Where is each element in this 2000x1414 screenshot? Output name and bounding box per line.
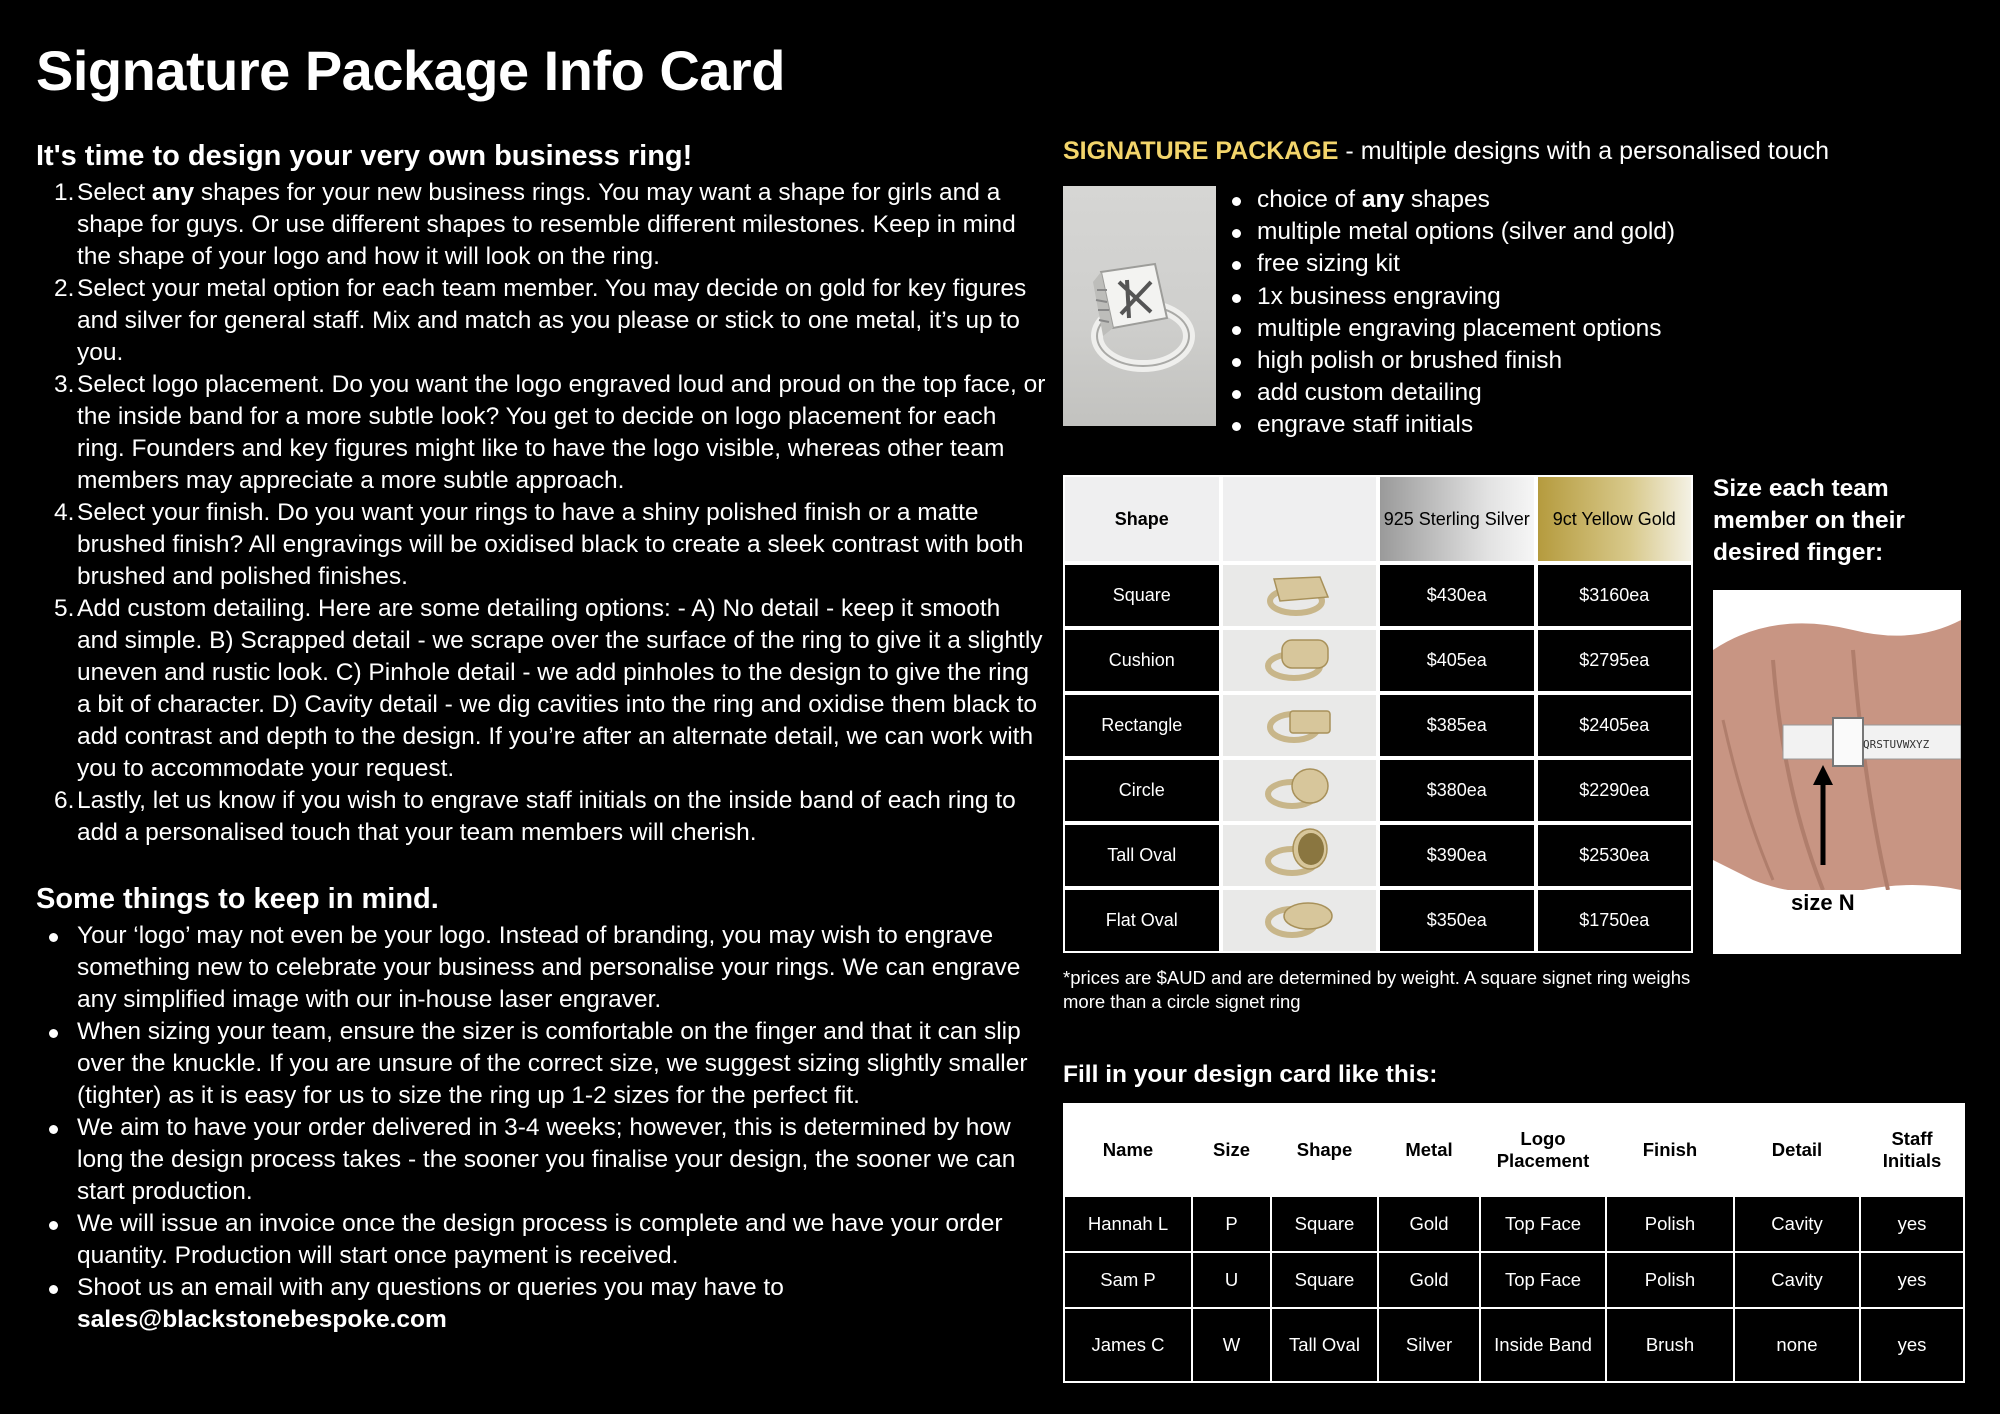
gold-header: 9ct Yellow Gold (1536, 475, 1694, 563)
step-text: Select logo placement. Do you want the logo engraved loud and proud on the top face, or the inside band for a more subtle look? You get to decide on logo placement for each ring. Founders and key figures might like to have the logo visible, whereas other team members may appreciate a more subtle approach. (77, 371, 1046, 494)
cell: Polish (1606, 1252, 1734, 1308)
price-row (1063, 823, 1693, 888)
step-number: 1. (54, 179, 75, 206)
step-item (36, 369, 1046, 497)
design-row (1064, 1196, 1964, 1252)
cell: Top Face (1480, 1196, 1606, 1252)
package-name: SIGNATURE PACKAGE (1063, 137, 1339, 165)
silver-price: $405ea (1378, 628, 1536, 693)
cell: Cavity (1734, 1196, 1860, 1252)
col-header: Size (1192, 1104, 1271, 1196)
step-number: 5. (54, 595, 75, 622)
design-card-table (1063, 1103, 1965, 1383)
step-number: 3. (54, 371, 75, 398)
sizing-heading: Size each team member on their desired finger: (1713, 475, 1905, 566)
silver-price: $390ea (1378, 823, 1536, 888)
image-header (1221, 475, 1379, 563)
cell: Tall Oval (1271, 1308, 1378, 1382)
design-row (1064, 1308, 1964, 1382)
step-bold: any (151, 179, 195, 206)
finger-sizer-photo (1713, 590, 1961, 954)
cell: Hannah L (1064, 1196, 1192, 1252)
note-item: We aim to have your order delivered in 3-4 weeks; however, this is determined by how long the design process takes - the sooner you finalise your design, the sooner we can start production. (36, 1112, 1046, 1208)
signet-ring-photo (1063, 186, 1216, 426)
col-header: Detail (1734, 1104, 1860, 1196)
shape-header: Shape (1063, 475, 1221, 563)
silver-price: $385ea (1378, 693, 1536, 758)
cell: yes (1860, 1308, 1964, 1382)
step-item (36, 785, 1046, 849)
ring-image-flat-oval (1221, 888, 1379, 953)
feature-item: 1x business engraving (1232, 281, 1675, 313)
steps-list (36, 177, 1046, 849)
feature-item: free sizing kit (1232, 248, 1675, 280)
silver-price: $350ea (1378, 888, 1536, 953)
ring-image-cushion (1221, 628, 1379, 693)
note-item: When sizing your team, ensure the sizer is comfortable on the finger and that it can slip over the knuckle. If you are unsure of the correct size, we suggest sizing slightly smaller (tighter) as it is easy for us to size the ring up 1-2 sizes for the perfect fit. (36, 1016, 1046, 1112)
shape-cell: Square (1063, 563, 1221, 628)
ring-image-rectangle (1221, 693, 1379, 758)
col-header: Finish (1606, 1104, 1734, 1196)
sizer-letters: QRSTUVWXYZ (1863, 738, 1930, 751)
feature-item: high polish or brushed finish (1232, 345, 1675, 377)
cell: yes (1860, 1252, 1964, 1308)
package-heading (1063, 137, 1829, 166)
gold-price: $2795ea (1536, 628, 1694, 693)
gold-price: $2530ea (1536, 823, 1694, 888)
gold-price: $1750ea (1536, 888, 1694, 953)
cell: Top Face (1480, 1252, 1606, 1308)
cell: Sam P (1064, 1252, 1192, 1308)
silver-price: $430ea (1378, 563, 1536, 628)
shape-cell: Cushion (1063, 628, 1221, 693)
size-label: size N (1791, 890, 1855, 915)
feature-item: engrave staff initials (1232, 409, 1675, 441)
note-item: We will issue an invoice once the design process is complete and we have your order quantity. Production will start once payment is received. (36, 1208, 1046, 1272)
step-number: 6. (54, 787, 75, 814)
step-number: 4. (54, 499, 75, 526)
gold-price: $3160ea (1536, 563, 1694, 628)
page-title: Signature Package Info Card (36, 39, 785, 102)
step-item (36, 593, 1046, 785)
cell: Square (1271, 1252, 1378, 1308)
mind-heading: Some things to keep in mind. (36, 883, 439, 915)
step-item (36, 497, 1046, 593)
price-header-row (1063, 475, 1693, 563)
price-row (1063, 758, 1693, 823)
price-table (1063, 475, 1693, 953)
feature-item: multiple engraving placement options (1232, 313, 1675, 345)
note-item: Your ‘logo’ may not even be your logo. Instead of branding, you may wish to engrave something new to celebrate your business and personalise your rings. We can engrave any simplified image with our in-house laser engraver. (36, 920, 1046, 1016)
cell: Brush (1606, 1308, 1734, 1382)
shape-cell: Flat Oval (1063, 888, 1221, 953)
cell: Silver (1378, 1308, 1480, 1382)
feature-bold: any (1361, 186, 1405, 213)
cell: P (1192, 1196, 1271, 1252)
feature-item: add custom detailing (1232, 377, 1675, 409)
shape-cell: Tall Oval (1063, 823, 1221, 888)
step-text: Add custom detailing. Here are some detailing options: - A) No detail - keep it smooth and simple. B) Scrapped detail - we scrape over the surface of the ring to give it a slightly uneven and rustic look. C) Pinhole detail - we add pinholes to the design to give the ring a bit of character. D) Cavity detail - we dig cavities into the ring and oxidise them black to add contrast and depth to the design. If you’re after an alternate detail, we can work with you to accommodate your request. (77, 595, 1043, 782)
step-text: Select (77, 179, 152, 206)
feature-text: shapes (1404, 186, 1490, 213)
package-tagline: - multiple designs with a personalised touch (1338, 137, 1830, 165)
note-text: Shoot us an email with any questions or queries you may have to (77, 1274, 784, 1301)
feature-item (1232, 184, 1675, 216)
step-item (36, 177, 1046, 273)
cell: James C (1064, 1308, 1192, 1382)
silver-header: 925 Sterling Silver (1378, 475, 1536, 563)
email-link[interactable]: sales@blackstonebespoke.com (77, 1306, 447, 1333)
step-text: Lastly, let us know if you wish to engrave staff initials on the inside band of each ring to add a personalised touch that your team members will cherish. (77, 787, 1016, 846)
ring-image-tall-oval (1221, 823, 1379, 888)
step-number: 2. (54, 275, 75, 302)
step-text: Select your finish. Do you want your rings to have a shiny polished finish or a matte brushed finish? All engravings will be oxidised black to create a sleek contrast with both brushed and polished finishes. (77, 499, 1024, 590)
price-row (1063, 888, 1693, 953)
cell: Square (1271, 1196, 1378, 1252)
gold-price: $2290ea (1536, 758, 1694, 823)
cell: Gold (1378, 1252, 1480, 1308)
col-header: Staff Initials (1860, 1104, 1964, 1196)
price-row (1063, 563, 1693, 628)
col-header: Name (1064, 1104, 1192, 1196)
cell: W (1192, 1308, 1271, 1382)
left-column (36, 140, 1046, 1336)
gold-price: $2405ea (1536, 693, 1694, 758)
note-item (36, 1272, 1046, 1336)
step-text: shapes for your new business rings. You may want a shape for girls and a shape for guys. Or use different shapes to resemble different milestones. Keep in mind the shape of your logo and how it will look on the ring. (77, 179, 1016, 270)
cell: Polish (1606, 1196, 1734, 1252)
price-row (1063, 693, 1693, 758)
col-header: Logo Placement (1480, 1104, 1606, 1196)
shape-cell: Rectangle (1063, 693, 1221, 758)
cell: Gold (1378, 1196, 1480, 1252)
cell: U (1192, 1252, 1271, 1308)
feature-text: choice of (1257, 186, 1362, 213)
cell: Cavity (1734, 1252, 1860, 1308)
intro-heading: It's time to design your very own business ring! (36, 140, 693, 172)
cell: none (1734, 1308, 1860, 1382)
step-item (36, 273, 1046, 369)
ring-image-square (1221, 563, 1379, 628)
col-header: Shape (1271, 1104, 1378, 1196)
step-text: Select your metal option for each team member. You may decide on gold for key figures and silver for general staff. Mix and match as you please or stick to one metal, it’s up to you. (77, 275, 1027, 366)
design-card-heading: Fill in your design card like this: (1063, 1061, 1438, 1088)
silver-price: $380ea (1378, 758, 1536, 823)
shape-cell: Circle (1063, 758, 1221, 823)
design-header-row (1064, 1104, 1964, 1196)
feature-item: multiple metal options (silver and gold) (1232, 216, 1675, 248)
design-row (1064, 1252, 1964, 1308)
col-header: Metal (1378, 1104, 1480, 1196)
cell: Inside Band (1480, 1308, 1606, 1382)
price-note: *prices are $AUD and are determined by weight. A square signet ring weighs more than a circle signet ring (1063, 967, 1691, 1012)
cell: yes (1860, 1196, 1964, 1252)
notes-list (36, 920, 1046, 1336)
ring-image-circle (1221, 758, 1379, 823)
price-row (1063, 628, 1693, 693)
package-features (1232, 184, 1675, 442)
